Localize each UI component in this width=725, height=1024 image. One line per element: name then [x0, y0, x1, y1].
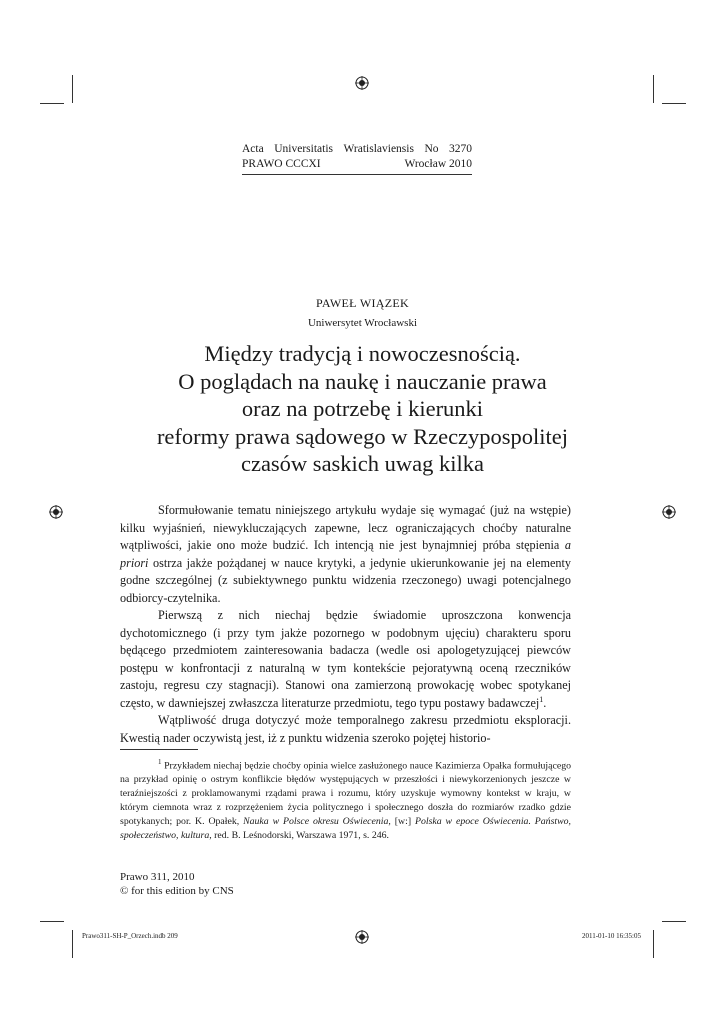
- crop-mark: [40, 921, 64, 922]
- journal-name: Acta Universitatis Wratislaviensis No 3270: [242, 143, 472, 155]
- title-line: Między tradycją i nowoczesnością.: [204, 341, 521, 366]
- author-affiliation: Uniwersytet Wrocławski: [307, 317, 418, 329]
- journal-series: PRAWO CCCXI: [242, 158, 321, 170]
- footnote-reference[interactable]: 1: [539, 694, 544, 704]
- title-line: czasów saskich uwag kilka: [240, 451, 485, 476]
- crop-mark: [662, 921, 686, 922]
- article-body: [120, 502, 571, 747]
- journal-header: [242, 142, 472, 175]
- paragraph: Wątpliwość druga dotyczyć może temporalnego zakresu przedmiotu eksploracji. Kwestią nader oczywistą jest, iż z punktu widzenia szeroko pojętej historio-: [120, 713, 571, 745]
- title-line: oraz na potrzebę i kierunki: [241, 396, 484, 421]
- crop-mark: [653, 75, 654, 103]
- footnote-number: 1: [158, 758, 162, 766]
- registration-mark-icon: [662, 505, 676, 519]
- footnote-rule: [120, 749, 198, 750]
- crop-mark: [662, 103, 686, 104]
- crop-mark: [40, 103, 64, 104]
- footnote: $^1$ Przykładem niechaj będzie choćby opinia wielce zasłużonego nauce Kazimierza Opałka formułującego na przykład opinię o ostrym konflikcie błędów występujących w przeszłości i niewykorzenionych jeszcze w teraźniejszości z proklamowanymi rządami prawa i rozumu, który uzyskuje wymowny kontekst w kraju, w którym ciemnota wraz z rozprzężeniem życia politycznego i społecznego doszła do rozmiarów rzadko gdzie spotykanych; por. K. Opałek, Nauka w Polsce okresu Oświecenia, [w:] Polska w epoce Oświecenia. Państwo, społeczeństwo, kultura, red. B. Leśnodorski, Warszawa 1971, s. 246.: [120, 758, 571, 842]
- paragraph: Pierwszą z nich niechaj będzie świadomie uproszczona konwencja dychotomicznego (i przy tym jakże pozornego w podobnym ujęciu) charakteru sporu będącego przedmiotem zainteresowania badacza (wedle osi apologetyzującej piewców postępu w konfrontacji z naturalną w tym kontekście pejoratywną oceną rzeczników zastoju, regresu czy stagnacji). Stanowi ona zamierzoną prowokację wobec spotykanej często, w dawniejszej zwłaszcza literaturze przedmiotu, tego typu postawy badawczej$^1$.: [120, 608, 571, 710]
- imprint-line: Prawo 311, 2010: [120, 871, 195, 883]
- crop-mark: [72, 930, 73, 958]
- crop-mark: [72, 75, 73, 103]
- copyright-line: © for this edition by CNS: [120, 885, 234, 897]
- imprint: [120, 870, 234, 898]
- registration-mark-icon: [355, 76, 369, 90]
- registration-mark-icon: [355, 930, 369, 944]
- author-name: PAWEŁ WIĄZEK: [316, 296, 409, 310]
- journal-place-year: Wrocław 2010: [404, 158, 472, 170]
- paragraph: Sformułowanie tematu niniejszego artykułu wydaje się wymagać (już na wstępie) kilku wyjaśnień, niewykluczających zapewne, lecz ograniczających choćby naturalne wątpliwości, jakie ono może budzić. Ich intencją nie jest bynajmniej próba stępienia a priori ostrza jakże pożądanej w nauce krytyki, a jedynie ukierunkowanie jej na elementy godne szczególnej (z subiektywnego punktu widzenia rzeczonego) uwagi potencjalnego odbiorcy-czytelnika.: [120, 503, 571, 605]
- crop-mark: [653, 930, 654, 958]
- title-line: reformy prawa sądowego w Rzeczypospolitej: [156, 423, 569, 449]
- article-title: [100, 340, 625, 478]
- title-line: O poglądach na naukę i nauczanie prawa: [178, 368, 547, 394]
- slug-filename: Prawo311-SH-P_Orzech.indb 209: [82, 932, 178, 940]
- registration-mark-icon: [49, 505, 63, 519]
- header-rule: [242, 174, 472, 175]
- slug-timestamp: 2011-01-10 16:35:05: [581, 932, 641, 940]
